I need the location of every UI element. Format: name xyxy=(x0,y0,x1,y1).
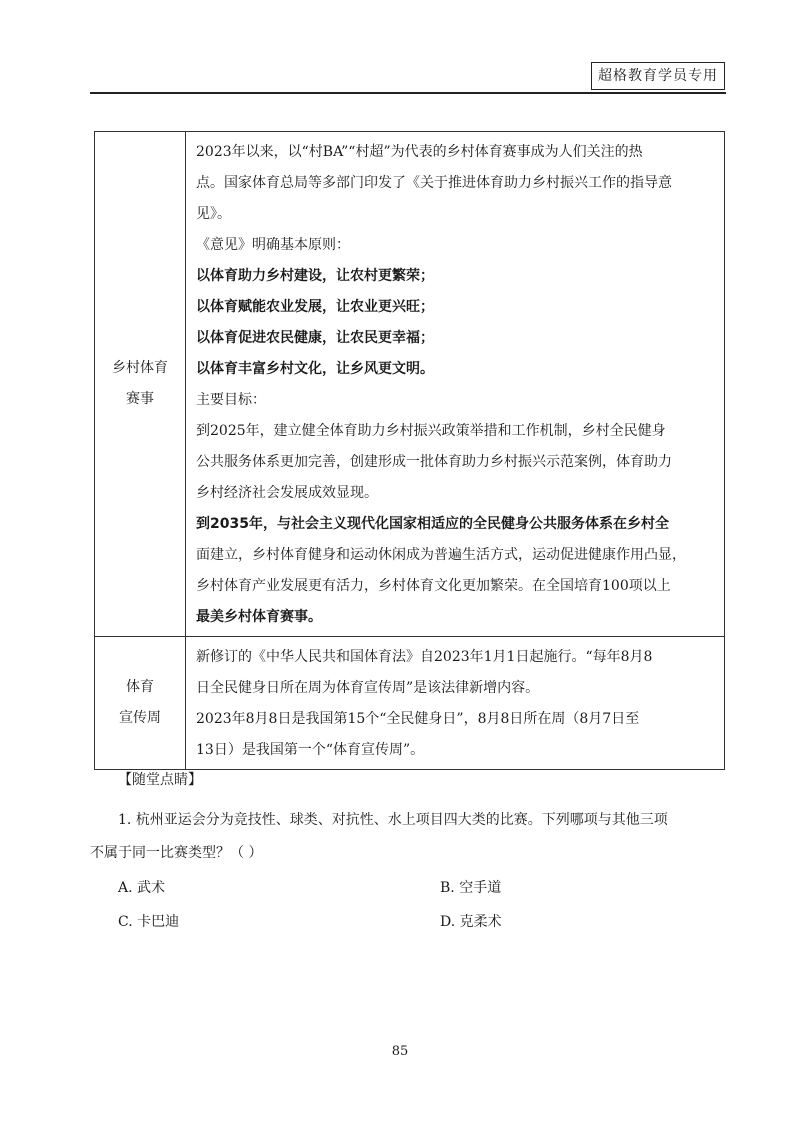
table-row-sports-week xyxy=(95,636,724,769)
content-cell xyxy=(186,637,724,769)
student-only-badge: 超格教育学员专用 xyxy=(591,62,725,90)
content-line: 乡村经济社会发展成效显现。 xyxy=(196,485,378,501)
question-text-continued: 不属于同一比赛类型？（ ） xyxy=(90,845,263,861)
content-line: 最美乡村体育赛事。 xyxy=(196,609,322,625)
category-label: 乡村体育 xyxy=(112,360,168,376)
content-line: 见》。 xyxy=(196,206,231,222)
content-line: 以体育丰富乡村文化，让乡风更文明。 xyxy=(196,361,434,377)
info-table xyxy=(94,131,725,770)
page-number: 85 xyxy=(391,1044,409,1059)
content-line: 到2035年，与社会主义现代化国家相适应的全民健身公共服务体系在乡村全 xyxy=(196,516,669,532)
category-cell xyxy=(95,132,186,636)
content-cell xyxy=(186,132,724,636)
category-cell xyxy=(95,637,186,769)
option-a: A. 武术 xyxy=(118,880,166,896)
option-d: D. 克柔术 xyxy=(440,914,502,930)
content-line: 日全民健身日所在周为体育宣传周”是该法律新增内容。 xyxy=(196,680,540,696)
content-line: 点。国家体育总局等多部门印发了《关于推进体育助力乡村振兴工作的指导意 xyxy=(196,175,672,191)
category-label: 体育 xyxy=(126,679,154,695)
content-line: 到2025年，建立健全体育助力乡村振兴政策举措和工作机制，乡村全民健身 xyxy=(196,423,666,439)
content-line: 面建立，乡村体育健身和运动休闲成为普遍生活方式，运动促进健康作用凸显， xyxy=(196,547,686,563)
content-line: 以体育促进农民健康，让农民更幸福； xyxy=(196,330,434,346)
option-c: C. 卡巴迪 xyxy=(118,914,180,930)
table-row-rural-sports xyxy=(95,132,724,636)
content-line: 公共服务体系更加完善，创建形成一批体育助力乡村振兴示范案例，体育助力 xyxy=(196,454,672,470)
question-text: 1. 杭州亚运会分为竞技性、球类、对抗性、水上项目四大类的比赛。下列哪项与其他三项 xyxy=(118,812,668,828)
content-line: 主要目标： xyxy=(196,392,266,408)
content-line: 乡村体育产业发展更有活力，乡村体育文化更加繁荣。在全国培育100项以上 xyxy=(196,578,671,594)
content-line: 《意见》明确基本原则： xyxy=(196,237,350,253)
header-rule xyxy=(90,92,726,94)
content-line: 以体育赋能农业发展，让农业更兴旺； xyxy=(196,299,434,315)
option-b: B. 空手道 xyxy=(440,880,502,896)
content-line: 新修订的《中华人民共和国体育法》自2023年1月1日起施行。“每年8月8 xyxy=(196,649,653,665)
content-line: 2023年以来，以“村BA”“村超”为代表的乡村体育赛事成为人们关注的热 xyxy=(196,144,643,160)
content-line: 以体育助力乡村建设，让农村更繁荣； xyxy=(196,268,434,284)
content-line: 2023年8月8日是我国第15个“全民健身日”，8月8日所在周（8月7日至 xyxy=(196,711,640,727)
content-line: 13日）是我国第一个“体育宣传周”。 xyxy=(196,742,425,758)
practice-heading: 【随堂点睛】 xyxy=(118,772,202,788)
category-label: 赛事 xyxy=(126,391,154,407)
category-label: 宣传周 xyxy=(119,710,161,726)
